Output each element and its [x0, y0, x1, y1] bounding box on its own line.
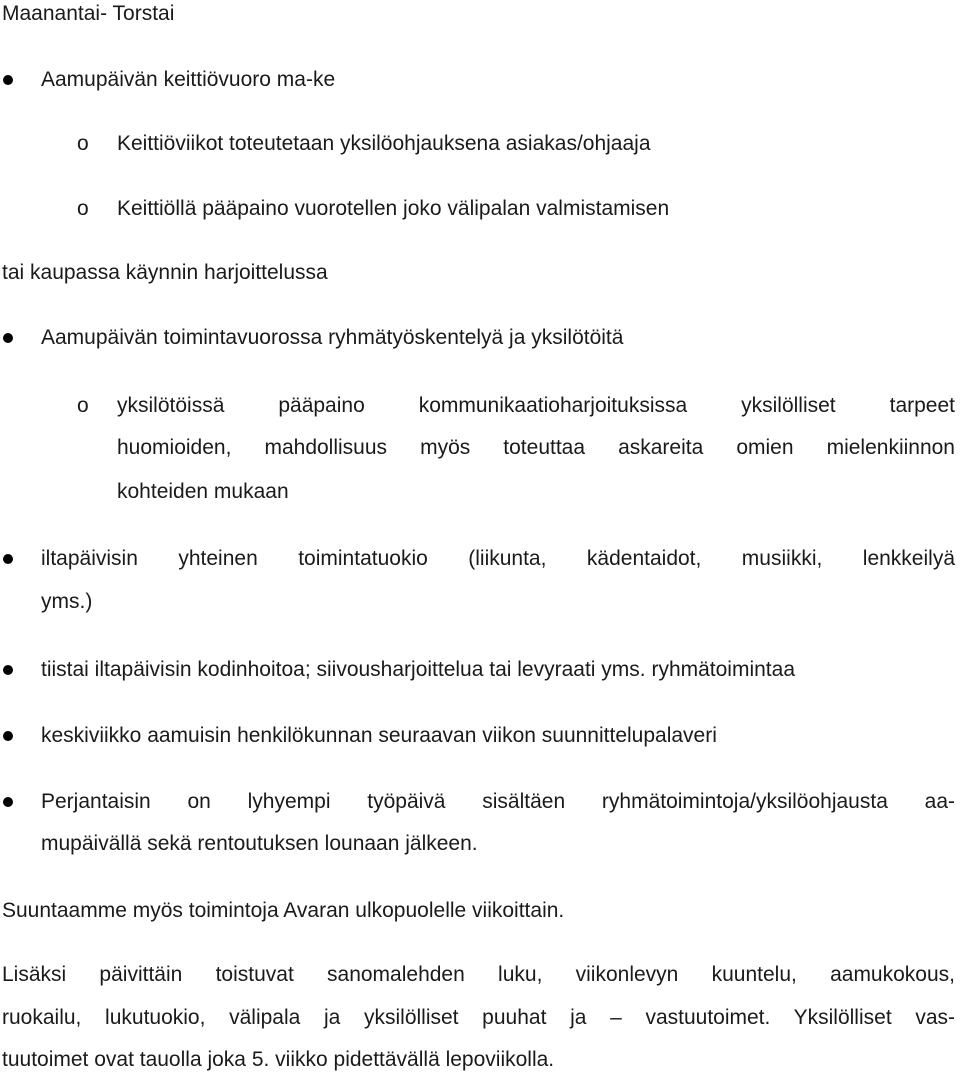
- list-item-afternoon-session-line1: iltapäivisin yhteinen toimintatuokio (liikunta, kädentaidot, musiikki, lenkkeilyä: [41, 547, 955, 570]
- paragraph-daily-routine-line2: ruokailu, lukutuokio, välipala ja yksilölliset puuhat ja – vastuutoimet. Yksilölliset vas-: [2, 1006, 955, 1029]
- sub-bullet-marker: o: [77, 394, 89, 417]
- bullet-marker: [3, 333, 13, 343]
- list-item-kitchen-shift: Aamupäivän keittiövuoro ma-ke: [41, 68, 336, 91]
- list-item-wednesday: keskiviikko aamuisin henkilökunnan seuraavan viikon suunnittelupalaveri: [41, 724, 717, 747]
- paragraph-daily-routine-line1: Lisäksi päivittäin toistuvat sanomalehden luku, viikonlevyn kuuntelu, aamukokous,: [2, 963, 955, 986]
- sub-bullet-marker: o: [77, 132, 89, 155]
- bullet-marker: [3, 797, 13, 807]
- list-item-friday-line2: mupäivällä sekä rentoutuksen lounaan jälkeen.: [41, 832, 478, 855]
- sub-item-kitchen-weeks: Keittiöviikot toteutetaan yksilöohjauksena asiakas/ohjaaja: [117, 132, 651, 155]
- bullet-marker: [3, 665, 13, 675]
- bullet-marker: [3, 554, 13, 564]
- bullet-marker: [3, 731, 13, 741]
- sub-item-individual-work-line3: kohteiden mukaan: [117, 480, 289, 503]
- bullet-marker: [3, 75, 13, 85]
- list-item-activity-shift: Aamupäivän toimintavuorossa ryhmätyöskentelyä ja yksilötöitä: [41, 326, 624, 349]
- list-item-afternoon-session-line2: yms.): [41, 590, 93, 613]
- sub-item-kitchen-focus-continuation: tai kaupassa käynnin harjoittelussa: [2, 261, 328, 284]
- sub-item-individual-work-line1: yksilötöissä pääpaino kommunikaatioharjoituksissa yksilölliset tarpeet: [117, 394, 955, 417]
- paragraph-outside-activities: Suuntaamme myös toimintoja Avaran ulkopuolelle viikoittain.: [2, 899, 565, 922]
- list-item-friday-line1: Perjantaisin on lyhyempi työpäivä sisältäen ryhmätoimintoja/yksilöohjausta aa-: [41, 790, 955, 813]
- sub-item-individual-work-line2: huomioiden, mahdollisuus myös toteuttaa askareita omien mielenkiinnon: [117, 436, 955, 459]
- sub-bullet-marker: o: [77, 197, 89, 220]
- paragraph-daily-routine-line3: tuutoimet ovat tauolla joka 5. viikko pidettävällä lepoviikolla.: [2, 1048, 555, 1071]
- page-heading: Maanantai- Torstai: [2, 2, 175, 25]
- sub-item-kitchen-focus: Keittiöllä pääpaino vuorotellen joko välipalan valmistamisen: [117, 197, 670, 220]
- list-item-tuesday: tiistai iltapäivisin kodinhoitoa; siivousharjoittelua tai levyraati yms. ryhmätoimintaa: [41, 658, 796, 681]
